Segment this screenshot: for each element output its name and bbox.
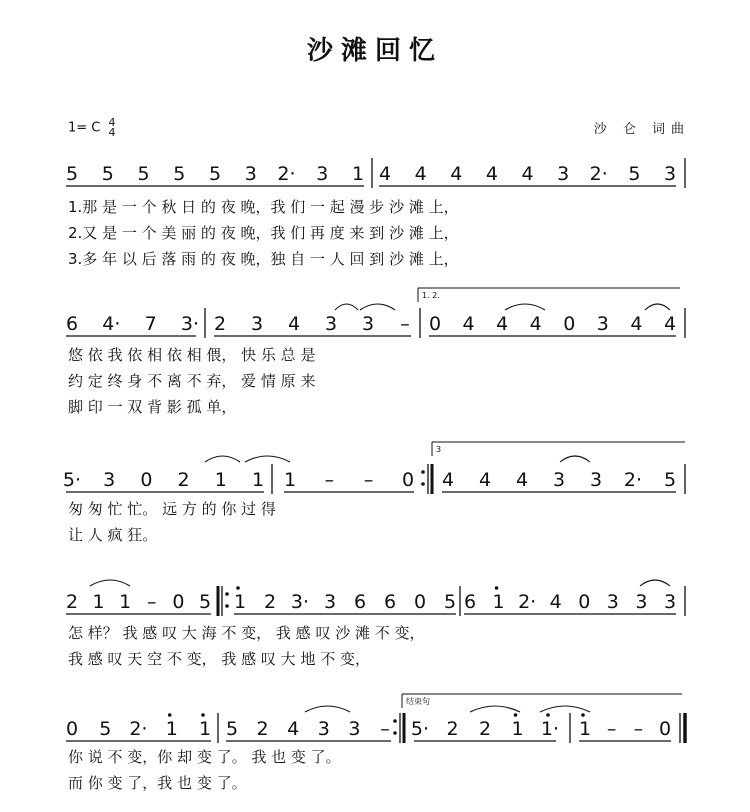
volta-label: 结束句 <box>406 697 430 706</box>
high-octave-dot <box>236 586 240 590</box>
lyric-line: 让 人 疯 狂。 <box>68 526 158 544</box>
note: 1 <box>283 469 297 491</box>
note: 6 <box>353 591 367 613</box>
note: 2 <box>478 718 492 740</box>
note: 2· <box>589 163 608 185</box>
note: 4· <box>102 313 121 335</box>
note: 1 <box>578 718 592 740</box>
tie-slur <box>360 304 395 310</box>
note: 3 <box>103 469 116 491</box>
note: 3 <box>596 313 609 335</box>
note: 4 <box>663 313 677 335</box>
tie-slur <box>540 706 590 712</box>
note: 1 <box>511 718 524 740</box>
note: 1 <box>492 591 505 613</box>
note: 0 <box>428 313 442 335</box>
lyric-line: 3.多 年 以 后 落 雨 的 夜 晚，独 自 一 人 回 到 沙 滩 上， <box>68 250 459 268</box>
high-octave-dot <box>495 586 499 590</box>
volta-label: 1. 2. <box>422 291 440 300</box>
note: 1· <box>540 718 560 740</box>
volta-label: 3 <box>436 445 442 454</box>
note: 0 <box>563 313 576 335</box>
repeat-dot <box>225 604 229 608</box>
tie-slur <box>470 706 520 712</box>
repeat-dot <box>421 482 425 486</box>
repeat-dot <box>225 592 229 596</box>
note: 2 <box>256 718 269 740</box>
note: 4 <box>630 313 643 335</box>
repeat-dot <box>421 470 425 474</box>
note: 5 <box>628 163 641 185</box>
repeat-dot <box>393 719 397 723</box>
note: 1 <box>214 469 227 491</box>
tie-slur <box>505 304 545 310</box>
note: 3 <box>250 313 264 335</box>
lyric-line: 悠 依 我 依 相 依 相 偎， 快 乐 总 是 <box>68 346 316 364</box>
note: 6 <box>383 591 397 613</box>
time-sig-bottom: 4 <box>108 126 116 139</box>
lyric-line: 匆 匆 忙 忙。 远 方 的 你 过 得 <box>68 500 276 518</box>
note: 6 <box>463 591 477 613</box>
tie-slur <box>645 304 670 310</box>
note: 3 <box>323 591 337 613</box>
note: 4 <box>287 718 300 740</box>
note: 1 <box>119 591 132 613</box>
note: 5 <box>101 163 114 185</box>
note: 0 <box>578 591 591 613</box>
note: – <box>380 718 390 740</box>
note: 4 <box>441 469 455 491</box>
note: 3 <box>324 313 338 335</box>
note: 1 <box>233 591 247 613</box>
note: 5· <box>62 469 82 491</box>
note: 3· <box>290 591 310 613</box>
note: – <box>400 313 410 335</box>
note: – <box>324 469 335 491</box>
note: 5 <box>65 163 79 185</box>
note: 2 <box>65 591 79 613</box>
note: 5 <box>208 163 222 185</box>
note: 6 <box>65 313 79 335</box>
note: 7 <box>144 313 157 335</box>
note: 3 <box>317 718 330 740</box>
note: 3 <box>348 718 361 740</box>
note: 5 <box>225 718 239 740</box>
lyric-line: 约 定 终 身 不 离 不 弃， 爱 情 原 来 <box>68 372 316 390</box>
note: 4 <box>378 163 392 185</box>
note: 0 <box>658 718 672 740</box>
note: 2 <box>263 591 277 613</box>
note: 4 <box>462 313 475 335</box>
tie-slur <box>305 706 350 712</box>
note: 4 <box>496 313 509 335</box>
note: 5 <box>663 469 677 491</box>
high-octave-dot <box>546 713 550 717</box>
note: 5 <box>99 718 112 740</box>
lyric-line: 我 感 叹 天 空 不 变， 我 感 叹 大 地 不 变， <box>68 650 370 668</box>
note: 0 <box>172 591 185 613</box>
note: 1 <box>198 718 212 740</box>
lyric-line: 而 你 变 了，我 也 变 了。 <box>68 774 247 792</box>
note: – <box>363 469 374 491</box>
time-sig-top: 4 <box>108 116 116 129</box>
note: 4 <box>450 163 463 185</box>
note: 5 <box>173 163 186 185</box>
note: 4 <box>485 163 498 185</box>
note: 4 <box>414 163 427 185</box>
high-octave-dot <box>581 713 585 717</box>
note: 2· <box>277 163 296 185</box>
note: 1 <box>165 718 178 740</box>
note: 2 <box>446 718 459 740</box>
note: 2· <box>623 469 643 491</box>
note: 3· <box>180 313 200 335</box>
note: 2 <box>213 313 227 335</box>
note: 0 <box>401 469 415 491</box>
note: 4 <box>521 163 534 185</box>
lyric-line: 1.那 是 一 个 秋 日 的 夜 晚，我 们 一 起 漫 步 沙 滩 上， <box>68 198 459 216</box>
note: 3 <box>244 163 257 185</box>
lyric-line: 怎 样？ 我 感 叹 大 海 不 变， 我 感 叹 沙 滩 不 变， <box>68 624 425 642</box>
high-octave-dot <box>514 713 518 717</box>
note: – <box>147 591 157 613</box>
note: 4 <box>287 313 301 335</box>
page-title: 沙滩回忆 <box>306 36 443 66</box>
key-text: 1= C <box>68 120 101 136</box>
note: 5 <box>443 591 457 613</box>
note: 5 <box>198 591 212 613</box>
tie-slur <box>205 456 240 462</box>
note: 3 <box>663 163 677 185</box>
note: 1 <box>92 591 105 613</box>
lyric-line: 你 说 不 变，你 却 变 了。 我 也 变 了。 <box>68 748 341 766</box>
note: – <box>633 718 644 740</box>
note: – <box>606 718 617 740</box>
tie-slur <box>245 456 290 462</box>
note: 5 <box>137 163 150 185</box>
lyrics-layer <box>65 198 459 792</box>
note: 3 <box>557 163 570 185</box>
note: 3 <box>635 591 648 613</box>
note: 4 <box>515 469 529 491</box>
note: 0 <box>413 591 427 613</box>
author-credit: 沙 仑 词曲 <box>593 122 690 137</box>
note: 2 <box>177 469 190 491</box>
note: 0 <box>140 469 153 491</box>
tie-slur <box>640 580 670 586</box>
note: 3 <box>316 163 329 185</box>
note: 3 <box>606 591 619 613</box>
note: 4 <box>549 591 562 613</box>
volta-layer <box>402 288 685 708</box>
note: 0 <box>65 718 79 740</box>
note: 3 <box>589 469 603 491</box>
note: 3 <box>663 591 677 613</box>
repeat-dot <box>393 731 397 735</box>
lyric-line: 脚 印 一 双 背 影 孤 单， <box>68 398 237 416</box>
note: 1 <box>251 469 265 491</box>
note: 4 <box>529 313 542 335</box>
note: 4 <box>478 469 492 491</box>
note: 1 <box>351 163 365 185</box>
tie-slur <box>335 304 358 310</box>
note: 2· <box>518 591 537 613</box>
note: 3 <box>361 313 375 335</box>
high-octave-dot <box>201 713 205 717</box>
note: 2· <box>129 718 148 740</box>
tie-slur <box>560 456 590 462</box>
high-octave-dot <box>168 713 172 717</box>
tie-slur <box>90 580 130 586</box>
note: 5· <box>410 718 430 740</box>
note: 3 <box>552 469 566 491</box>
lyric-line: 2.又 是 一 个 美 丽 的 夜 晚，我 们 再 度 来 到 沙 滩 上， <box>68 224 459 242</box>
